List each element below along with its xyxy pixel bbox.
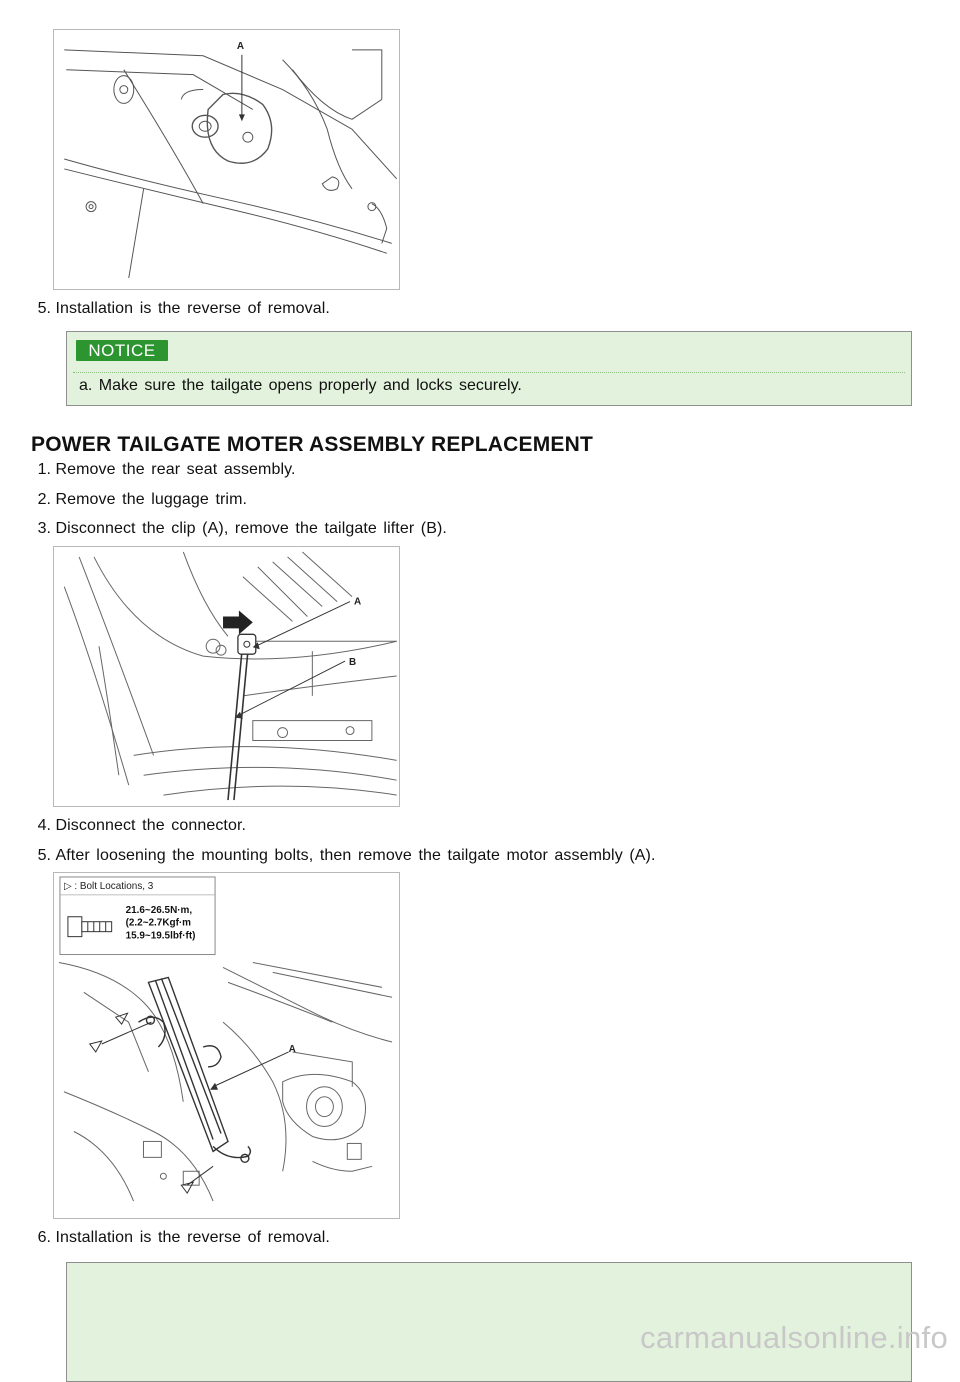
step-number: 3. (37, 520, 51, 537)
torque-kgfm: (2.2~2.7Kgf·m (125, 917, 192, 929)
callout-a: A (354, 596, 362, 608)
step-text: Installation is the reverse of removal. (55, 300, 330, 317)
step-number: 5. (37, 300, 51, 317)
step-text: Installation is the reverse of removal. (55, 1229, 330, 1246)
step-number: 2. (37, 491, 51, 508)
step-text: Disconnect the clip (A), remove the tailgate lifter (B). (55, 520, 447, 537)
step-5-install (31, 299, 330, 319)
step-text: Disconnect the connector. (55, 817, 247, 834)
step-number: 6. (37, 1229, 51, 1246)
watermark: carmanualsonline.info (640, 1320, 948, 1355)
notice-text: a. Make sure the tailgate opens properly and locks securely. (79, 377, 522, 394)
bolt-legend-title: ▷ : Bolt Locations, 3 (63, 880, 154, 892)
step-number: 4. (37, 817, 51, 834)
step-3 (31, 519, 447, 539)
step-1 (31, 460, 296, 480)
step-2 (31, 490, 247, 510)
figure-tailgate-lifter (53, 546, 400, 807)
torque-nm: 21.6~26.5N·m, (125, 904, 193, 916)
torque-lbfft: 15.9~19.5lbf·ft) (125, 930, 196, 942)
notice-divider (73, 372, 905, 373)
step-text: Remove the luggage trim. (55, 491, 248, 508)
step-4 (31, 816, 246, 836)
step-5 (31, 846, 656, 866)
callout-a: A (236, 40, 245, 52)
step-number: 1. (37, 461, 51, 478)
tailgate-lifter-illustration (54, 547, 399, 806)
callout-a: A (288, 1043, 296, 1055)
figure-tailgate-motor (53, 872, 400, 1219)
callout-b: B (349, 657, 357, 669)
notice-badge: NOTICE (76, 340, 168, 361)
step-text: After loosening the mounting bolts, then remove the tailgate motor assembly (A). (55, 847, 656, 864)
section-heading: POWER TAILGATE MOTER ASSEMBLY REPLACEMENT (31, 433, 594, 456)
tailgate-lock-illustration (54, 30, 399, 289)
step-text: Remove the rear seat assembly. (55, 461, 296, 478)
tailgate-motor-illustration (54, 873, 399, 1218)
step-number: 5. (37, 847, 51, 864)
step-6 (31, 1228, 330, 1248)
notice-box (66, 331, 912, 406)
figure-tailgate-lock (53, 29, 400, 290)
